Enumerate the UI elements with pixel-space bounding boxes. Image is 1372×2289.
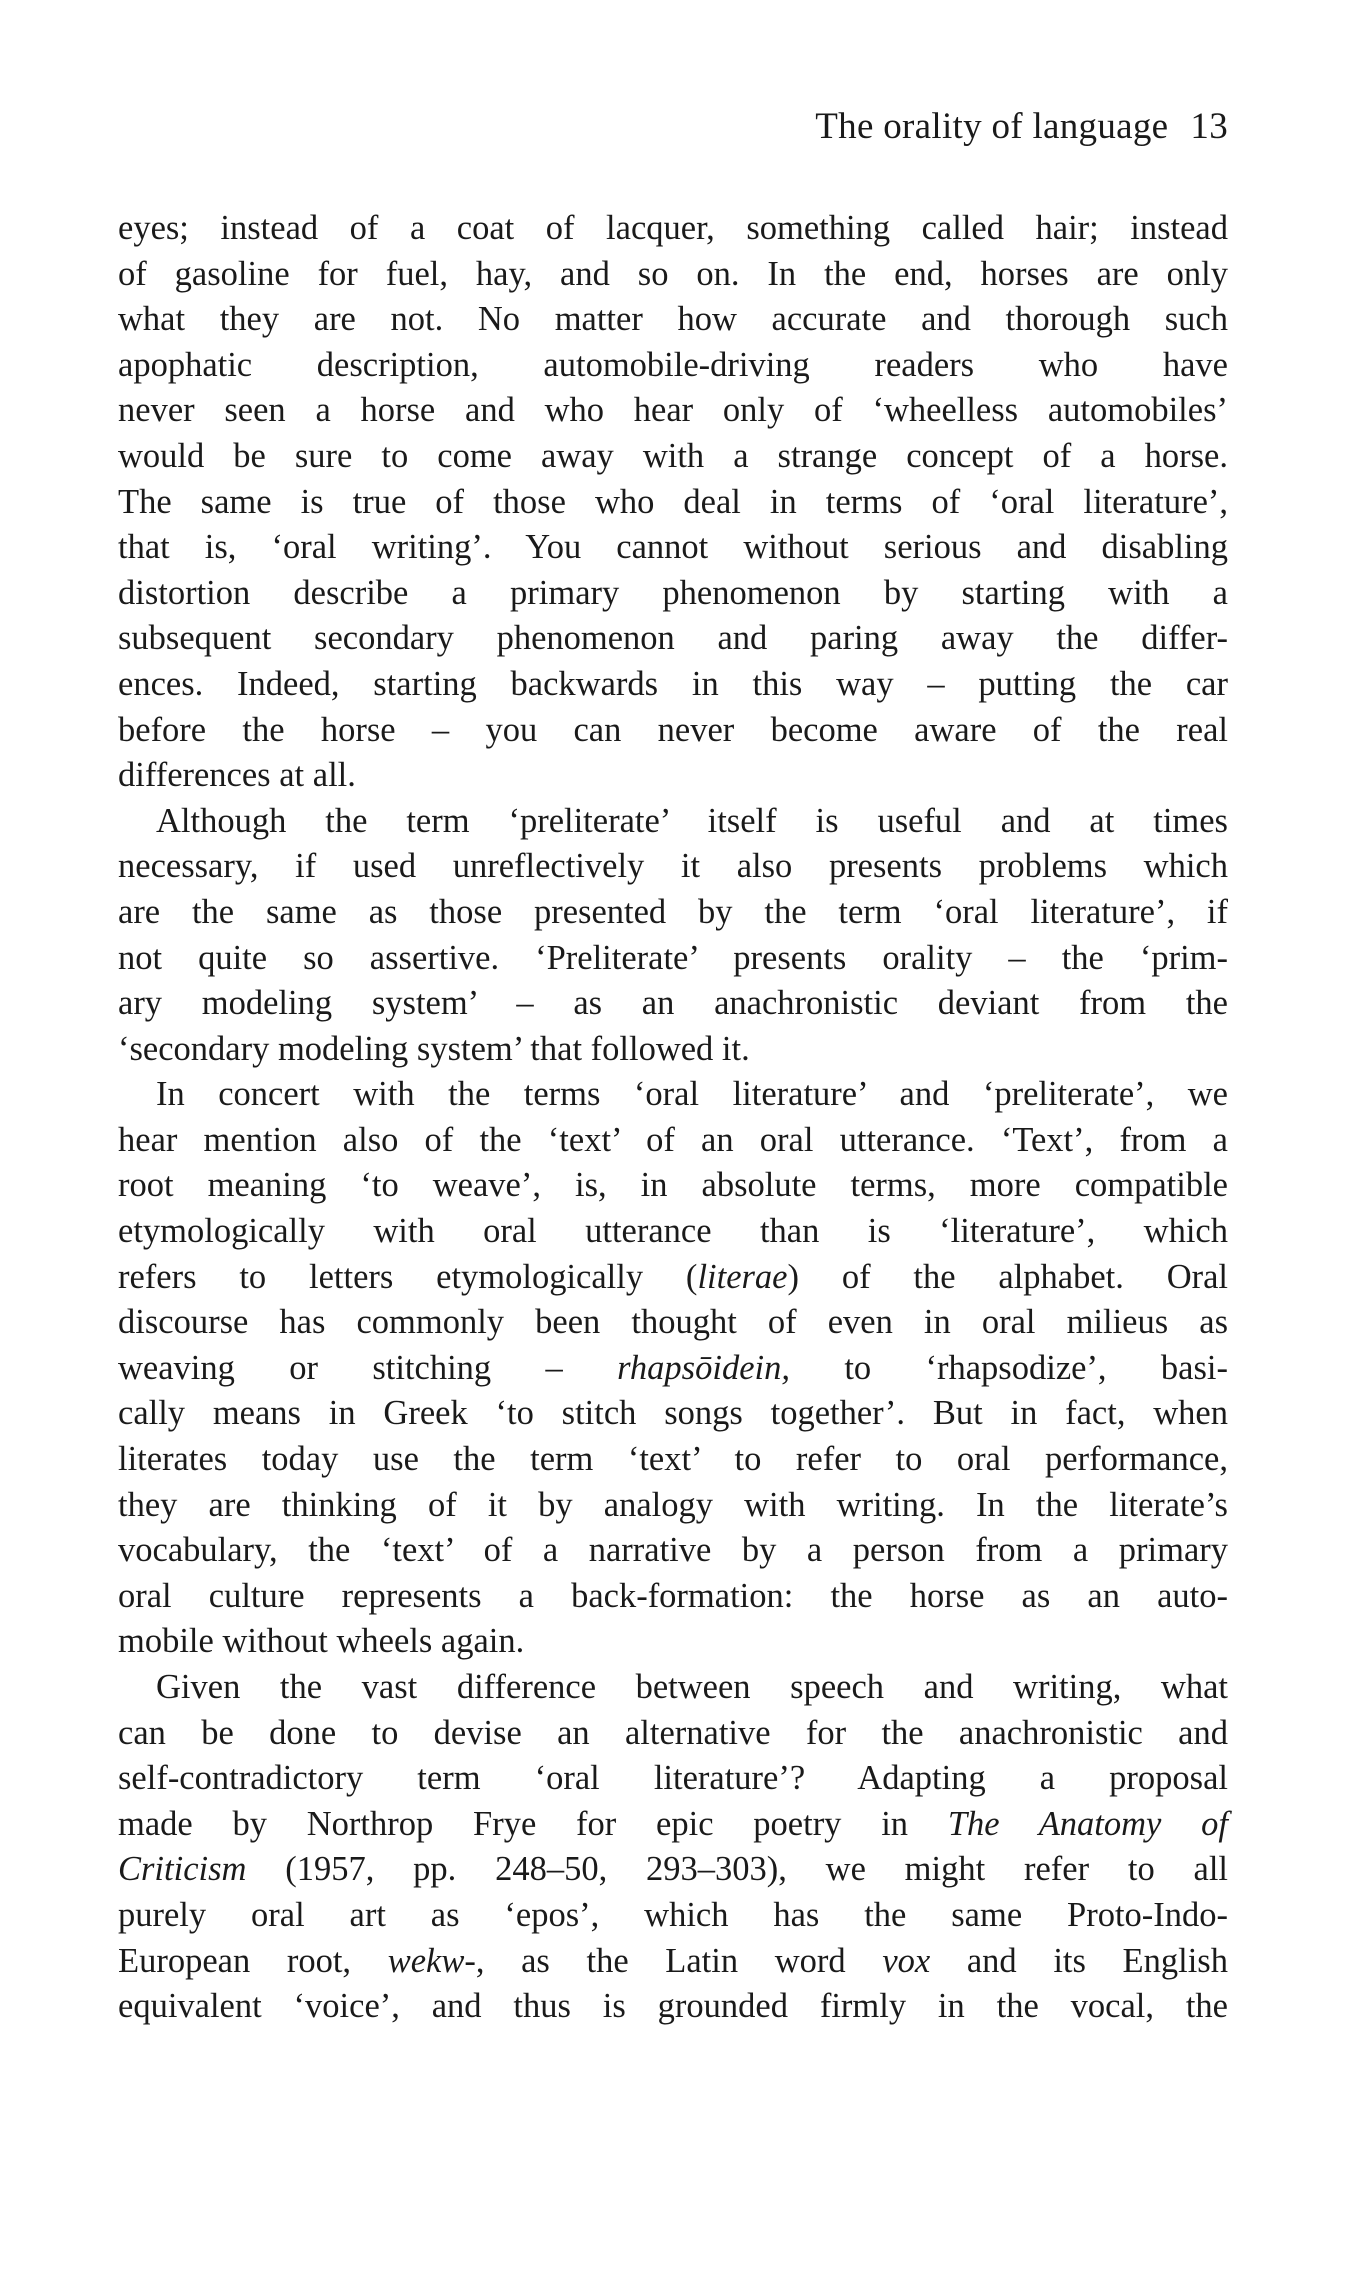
text-run: weaving or stitching – — [118, 1348, 618, 1387]
text-line — [118, 1619, 1228, 1665]
text-line — [118, 1209, 1228, 1255]
text-run: oral culture represents a back-formation: the horse as an auto- — [118, 1576, 1228, 1615]
text-run: purely oral art as ‘epos’, which has the same Proto-Indo- — [118, 1895, 1228, 1934]
italic-text: rhapsōidein, — [617, 1348, 790, 1387]
text-run: cally means in Greek ‘to stitch songs together’. But in fact, when — [118, 1394, 1228, 1433]
text-line — [118, 890, 1228, 936]
text-line — [118, 388, 1228, 434]
text-run: are the same as those presented by the term ‘oral literature’, if — [118, 892, 1228, 931]
text-run: they are thinking of it by analogy with writing. In the literate’s — [118, 1485, 1228, 1524]
text-run: subsequent secondary phenomenon and paring away the differ- — [118, 619, 1228, 658]
text-run: The same is true of those who deal in terms of ‘oral literature’, — [118, 482, 1228, 521]
text-run: Given the vast difference between speech and writing, what — [156, 1668, 1228, 1706]
text-run: ) of the alphabet. Oral — [787, 1257, 1228, 1296]
text-line — [118, 1893, 1228, 1939]
text-line — [118, 662, 1228, 708]
text-run: equivalent ‘voice’, and thus is grounded firmly in the vocal, the — [118, 1987, 1228, 2026]
text-line — [118, 1574, 1228, 1620]
text-run: ary modeling system’ – as an anachronistic deviant from the — [118, 984, 1228, 1023]
text-line — [118, 1847, 1228, 1893]
text-run: to ‘rhapsodize’, basi- — [789, 1348, 1228, 1387]
text-run: differences at all. — [118, 756, 356, 795]
text-line — [118, 1756, 1228, 1802]
italic-text: The Anatomy of — [947, 1804, 1228, 1843]
text-run: distortion describe a primary phenomenon by starting with a — [118, 573, 1228, 612]
text-run: ‘secondary modeling system’ that followed it. — [118, 1029, 750, 1068]
text-run: etymologically with oral utterance than is ‘literature’, which — [118, 1212, 1228, 1251]
text-line — [118, 844, 1228, 890]
text-line — [118, 1483, 1228, 1529]
text-run: necessary, if used unreflectively it also presents problems which — [118, 847, 1228, 886]
text-line — [118, 1027, 1228, 1073]
text-line — [118, 434, 1228, 480]
text-run: can be done to devise an alternative for the anachronistic and — [118, 1713, 1228, 1752]
text-run: root meaning ‘to weave’, is, in absolute terms, more compatible — [118, 1166, 1228, 1205]
text-line — [118, 616, 1228, 662]
running-head-title: The orality of language — [815, 106, 1169, 147]
text-line — [118, 1711, 1228, 1757]
text-run: hear mention also of the ‘text’ of an oral utterance. ‘Text’, from a — [118, 1120, 1228, 1159]
text-line — [118, 1255, 1228, 1301]
text-run: discourse has commonly been thought of even in oral milieus as — [118, 1303, 1228, 1342]
text-line — [118, 1346, 1228, 1392]
text-line — [118, 1528, 1228, 1574]
text-run: that is, ‘oral writing’. You cannot without serious and disabling — [118, 528, 1228, 567]
text-line — [118, 571, 1228, 617]
text-run: European root, — [118, 1941, 388, 1980]
text-run: mobile without wheels again. — [118, 1622, 525, 1661]
text-line — [118, 252, 1228, 298]
text-line — [118, 1984, 1228, 2030]
text-run: what they are not. No matter how accurate and thorough such — [118, 300, 1228, 339]
text-run: refers to letters etymologically ( — [118, 1257, 698, 1296]
text-line — [118, 206, 1228, 252]
text-run: before the horse – you can never become aware of the real — [118, 710, 1228, 749]
italic-text: wekw- — [387, 1941, 476, 1980]
text-line — [118, 1802, 1228, 1848]
text-line — [118, 1665, 1228, 1711]
text-line — [118, 1118, 1228, 1164]
text-run: (1957, pp. 248–50, 293–303), we might refer to all — [246, 1850, 1228, 1889]
italic-text: literae — [697, 1257, 788, 1296]
text-run: and its English — [930, 1941, 1228, 1980]
text-line — [118, 799, 1228, 845]
text-run: eyes; instead of a coat of lacquer, something called hair; instead — [118, 209, 1228, 247]
text-line — [118, 525, 1228, 571]
text-run: literates today use the term ‘text’ to refer to oral performance, — [118, 1440, 1228, 1479]
text-line — [118, 1437, 1228, 1483]
text-run: In concert with the terms ‘oral literature’ and ‘preliterate’, we — [156, 1075, 1228, 1114]
text-run: never seen a horse and who hear only of ‘wheelless automobiles’ — [118, 391, 1228, 430]
text-run: not quite so assertive. ‘Preliterate’ presents orality – the ‘prim- — [118, 938, 1228, 977]
text-line — [118, 1391, 1228, 1437]
text-line — [118, 343, 1228, 389]
text-run: apophatic description, automobile-driving readers who have — [118, 345, 1228, 384]
text-run: would be sure to come away with a strange concept of a horse. — [118, 436, 1228, 475]
text-line — [118, 480, 1228, 526]
text-line — [118, 981, 1228, 1027]
text-line — [118, 708, 1228, 754]
text-line — [118, 753, 1228, 799]
text-run: vocabulary, the ‘text’ of a narrative by a person from a primary — [118, 1531, 1228, 1570]
page-number: 13 — [1190, 106, 1228, 147]
text-line — [118, 936, 1228, 982]
italic-text: vox — [882, 1941, 931, 1980]
text-line — [118, 297, 1228, 343]
text-run: self-contradictory term ‘oral literature’? Adapting a proposal — [118, 1759, 1228, 1798]
text-run: ences. Indeed, starting backwards in this way – putting the car — [118, 664, 1228, 703]
running-head — [118, 108, 1228, 145]
text-run: Although the term ‘preliterate’ itself is useful and at times — [156, 801, 1228, 840]
text-run: , as the Latin word — [475, 1941, 883, 1980]
body-text — [118, 206, 1228, 2030]
text-line — [118, 1072, 1228, 1118]
text-run: made by Northrop Frye for epic poetry in — [118, 1804, 948, 1843]
text-line — [118, 1939, 1228, 1985]
italic-text: Criticism — [118, 1850, 247, 1889]
text-run: of gasoline for fuel, hay, and so on. In the end, horses are only — [118, 254, 1228, 293]
text-line — [118, 1300, 1228, 1346]
text-line — [118, 1163, 1228, 1209]
